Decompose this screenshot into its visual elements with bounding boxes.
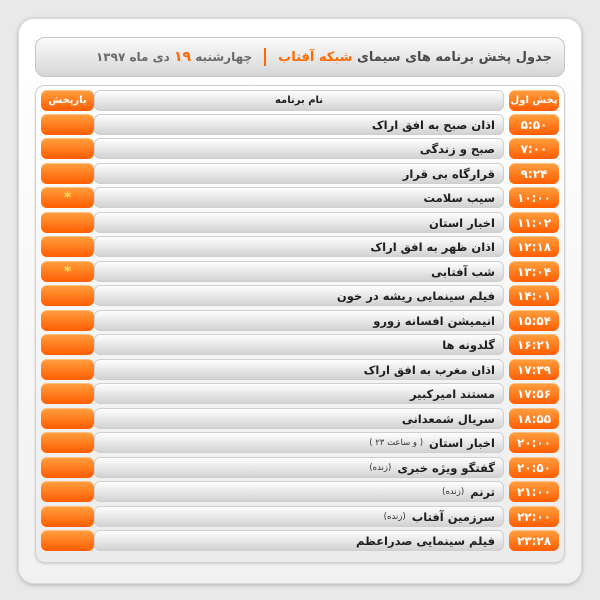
table-row — [41, 334, 559, 355]
rerun-cell — [41, 212, 94, 233]
rerun-cell — [41, 457, 94, 478]
program-name — [94, 236, 504, 257]
table-row — [41, 506, 559, 527]
channel-name: شبکه آفتاب — [278, 49, 353, 65]
rerun-cell — [41, 408, 94, 429]
program-title: ترنم — [470, 484, 495, 499]
weekday: چهارشنبه — [195, 50, 253, 64]
program-name — [94, 114, 504, 135]
program-title: انیمیشن افسانه زورو — [373, 313, 495, 328]
broadcast-time: ۲۰:۵۰ — [509, 457, 559, 478]
rerun-cell — [41, 432, 94, 453]
program-name — [94, 481, 504, 502]
title-prefix: جدول پخش برنامه های سیمای — [356, 49, 552, 65]
table-row — [41, 187, 559, 208]
broadcast-time: ۱۴:۰۱ — [509, 285, 559, 306]
program-title: سرزمین آفتاب — [411, 509, 495, 524]
broadcast-time: ۱۸:۵۵ — [509, 408, 559, 429]
program-name — [94, 506, 504, 527]
program-title: گفتگو ویژه خبری — [397, 460, 495, 475]
table-row — [41, 310, 559, 331]
program-name — [94, 530, 504, 551]
table-row — [41, 114, 559, 135]
program-note: (زنده) — [369, 462, 392, 473]
program-name — [94, 408, 504, 429]
broadcast-time: ۱۷:۵۶ — [509, 383, 559, 404]
broadcast-time: ۱۷:۳۹ — [509, 359, 559, 380]
table-row — [41, 261, 559, 282]
program-title: مستند امیرکبیر — [410, 386, 495, 401]
rerun-mark-icon: * — [41, 261, 94, 282]
table-row — [41, 285, 559, 306]
rerun-cell — [41, 481, 94, 502]
rerun-cell — [41, 138, 94, 159]
table-row — [41, 408, 559, 429]
column-header-rerun: بازپخش — [41, 90, 94, 111]
program-note: (زنده) — [383, 511, 406, 522]
header-divider — [264, 48, 266, 66]
program-name — [94, 285, 504, 306]
program-name — [94, 310, 504, 331]
table-row — [41, 138, 559, 159]
program-title: سریال شمعدانی — [401, 411, 495, 426]
month-year: دی ماه ۱۳۹۷ — [95, 50, 170, 64]
program-title: اذان ظهر به افق اراک — [370, 239, 495, 254]
broadcast-time: ۲۰:۰۰ — [509, 432, 559, 453]
program-title: اخبار استان — [429, 435, 495, 450]
table-row — [41, 530, 559, 551]
table-row — [41, 236, 559, 257]
program-title: سیب سلامت — [423, 190, 495, 205]
broadcast-time: ۱۰:۰۰ — [509, 187, 559, 208]
program-name — [94, 359, 504, 380]
rerun-cell — [41, 310, 94, 331]
column-header-time: پخش اول — [509, 90, 559, 111]
rerun-cell — [41, 285, 94, 306]
day-number: ۱۹ — [174, 49, 192, 65]
table-row — [41, 457, 559, 478]
program-title: فیلم سینمایی ریشه در خون — [336, 288, 495, 303]
table-header-row — [41, 90, 559, 111]
table-row — [41, 383, 559, 404]
broadcast-time: ۱۵:۵۴ — [509, 310, 559, 331]
program-name — [94, 138, 504, 159]
program-name — [94, 187, 504, 208]
program-title: قرارگاه بی قرار — [402, 166, 495, 181]
page-title — [278, 50, 552, 65]
rerun-cell — [41, 334, 94, 355]
schedule-table — [35, 85, 565, 563]
rerun-cell — [41, 236, 94, 257]
program-name — [94, 457, 504, 478]
program-title: فیلم سینمایی صدراعظم — [355, 533, 495, 548]
table-row — [41, 212, 559, 233]
program-title: اذان صبح به افق اراک — [371, 117, 495, 132]
program-title: شب آفتابی — [431, 264, 495, 279]
broadcast-time: ۷:۰۰ — [509, 138, 559, 159]
program-note: ( و ساعت ۲۳ ) — [369, 437, 424, 448]
program-name — [94, 432, 504, 453]
program-note: (زنده) — [442, 486, 465, 497]
broadcast-time: ۵:۵۰ — [509, 114, 559, 135]
table-row — [41, 163, 559, 184]
program-name — [94, 212, 504, 233]
table-row — [41, 481, 559, 502]
table-row — [41, 432, 559, 453]
rerun-cell — [41, 163, 94, 184]
rerun-cell — [41, 530, 94, 551]
schedule-header — [35, 37, 565, 77]
program-name — [94, 163, 504, 184]
column-header-name: نام برنامه — [94, 90, 504, 111]
broadcast-time: ۲۱:۰۰ — [509, 481, 559, 502]
program-name — [94, 383, 504, 404]
rerun-mark-icon: * — [41, 187, 94, 208]
rerun-cell — [41, 359, 94, 380]
broadcast-time: ۱۳:۰۴ — [509, 261, 559, 282]
broadcast-time: ۱۲:۱۸ — [509, 236, 559, 257]
rerun-cell — [41, 114, 94, 135]
broadcast-time: ۱۶:۲۱ — [509, 334, 559, 355]
program-title: گلدونه ها — [442, 337, 495, 352]
broadcast-time: ۹:۲۴ — [509, 163, 559, 184]
broadcast-date — [96, 49, 252, 65]
broadcast-time: ۲۲:۰۰ — [509, 506, 559, 527]
program-name — [94, 334, 504, 355]
table-row — [41, 359, 559, 380]
rerun-cell — [41, 506, 94, 527]
program-title: اخبار استان — [429, 215, 495, 230]
program-title: اذان مغرب به افق اراک — [363, 362, 495, 377]
broadcast-time: ۱۱:۰۲ — [509, 212, 559, 233]
program-title: صبح و زندگی — [419, 141, 495, 156]
rerun-cell — [41, 383, 94, 404]
program-name — [94, 261, 504, 282]
broadcast-time: ۲۳:۲۸ — [509, 530, 559, 551]
